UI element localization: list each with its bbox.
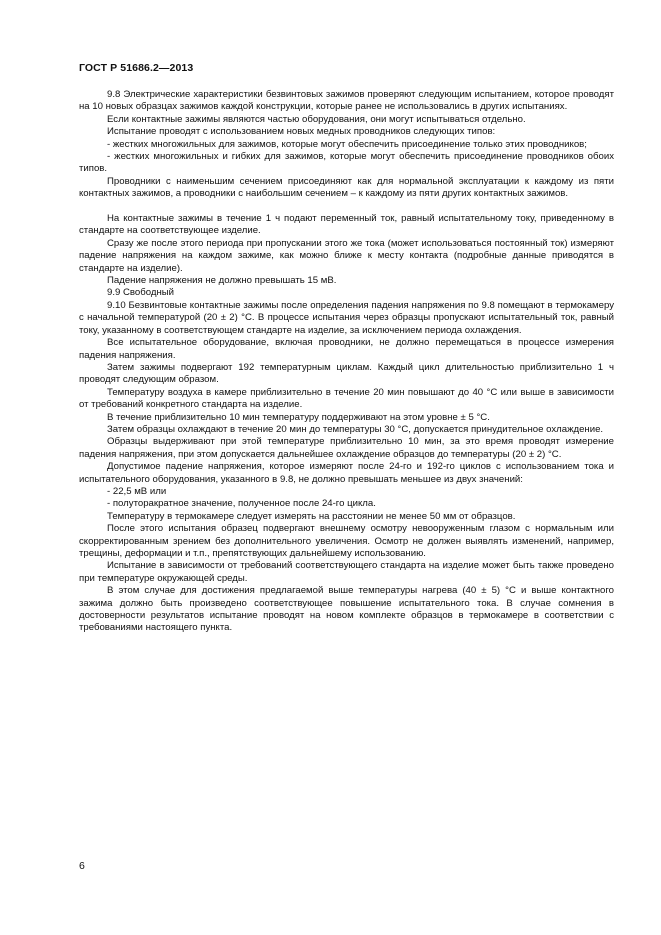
paragraph: Допустимое падение напряжения, которое измеряют после 24-го и 192-го циклов с использованием тока и испытательного оборудования, указанного в 9.8, не должно превышать меньшее из двух значений: [79, 461, 614, 485]
paragraph: - 22,5 мВ или [107, 485, 167, 497]
paragraph: Испытание проводят с использованием новых медных проводников следующих типов: [107, 126, 496, 138]
paragraph: - жестких многожильных и гибких для зажимов, которые могут обеспечить присоединение проводников обоих типов. [79, 151, 614, 175]
document-body [79, 89, 614, 635]
paragraph: Испытание в зависимости от требований соответствующего стандарта на изделие может быть также проведено при температуре окружающей среды. [79, 560, 614, 584]
paragraph: Проводники с наименьшим сечением присоединяют как для нормальной эксплуатации к каждому из пяти контактных зажимов, а проводники с наибольшим сечением – к каждому из пяти других контактных зажимов. [79, 175, 614, 200]
paragraph: После этого испытания образец подвергают внешнему осмотру невооруженным глазом с нормальным или скорректированным зрением без дополнительного увеличения. Осмотр не должен выявлять изменений, например, трещины, деформации и т.п., препятствующих дальнейшему использованию. [79, 523, 614, 560]
paragraph: Все испытательное оборудование, включая проводники, не должно перемещаться в процессе измерения падения напряжения. [79, 337, 614, 361]
paragraph: 9.9 Свободный [107, 287, 175, 299]
paragraph: Сразу же после этого периода при пропускании этого же тока (может использоваться постоянный ток) измеряют падение напряжения на каждом зажиме, как можно ближе к месту контакта (подробные данные приводятся в стандарте на изделие). [79, 237, 614, 274]
paragraph: Затем зажимы подвергают 192 температурным циклам. Каждый цикл длительностью приблизительно 1 ч проводят следующим образом. [79, 361, 614, 386]
document-header: ГОСТ Р 51686.2—2013 [79, 62, 194, 74]
paragraph: - жестких многожильных для зажимов, которые могут обеспечить присоединение только этих проводников; [107, 138, 587, 150]
paragraph: - полуторакратное значение, полученное после 24-го цикла. [107, 498, 376, 510]
paragraph: В течение приблизительно 10 мин температуру поддерживают на этом уровне ± 5 °С. [107, 411, 490, 423]
paragraph: Образцы выдерживают при этой температуре приблизительно 10 мин, за это время проводят измерение падения напряжения, при этом допускается дальнейшее охлаждение образцов до температуры (20 ± 2) °С. [79, 436, 614, 460]
paragraph: 9.8 Электрические характеристики безвинтовых зажимов проверяют следующим испытанием, которое проводят на 10 новых образцах зажимов каждой конструкции, которые ранее не использовались в других испытаниях. [79, 89, 614, 113]
paragraph: На контактные зажимы в течение 1 ч подают переменный ток, равный испытательному току, приведенному в стандарте на соответствующее изделие. [79, 213, 614, 237]
paragraph: Падение напряжения не должно превышать 15 мВ. [107, 275, 337, 287]
paragraph: 9.10 Безвинтовые контактные зажимы после определения падения напряжения по 9.8 помещают в термокамеру с начальной температурой (20 ± 2) °С. В процессе испытания через образцы пропускают испытательный ток, равный току, указанному в соответствующем стандарте на изделие, за исключением периода охлаждения. [79, 299, 614, 336]
page-number: 6 [79, 860, 85, 872]
paragraph: В этом случае для достижения предлагаемой выше температуры нагрева (40 ± 5) °С и выше контактного зажима должно быть произведено соответствующее повышение испытательного тока. В случае сомнения в достоверности результатов испытание проводят на новом комплекте образцов в термокамере в соответствии с требованиями настоящего пункта. [79, 585, 614, 634]
paragraph: Температуру в термокамере следует измерять на расстоянии не менее 50 мм от образцов. [107, 510, 516, 522]
paragraph: Температуру воздуха в камере приблизительно в течение 20 мин повышают до 40 °С или выше в зависимости от требований конкретного стандарта на изделие. [79, 386, 614, 411]
paragraph: Если контактные зажимы являются частью оборудования, они могут испытываться отдельно. [107, 113, 526, 125]
paragraph: Затем образцы охлаждают в течение 20 мин до температуры 30 °С, допускается принудительное охлаждение. [107, 423, 604, 435]
